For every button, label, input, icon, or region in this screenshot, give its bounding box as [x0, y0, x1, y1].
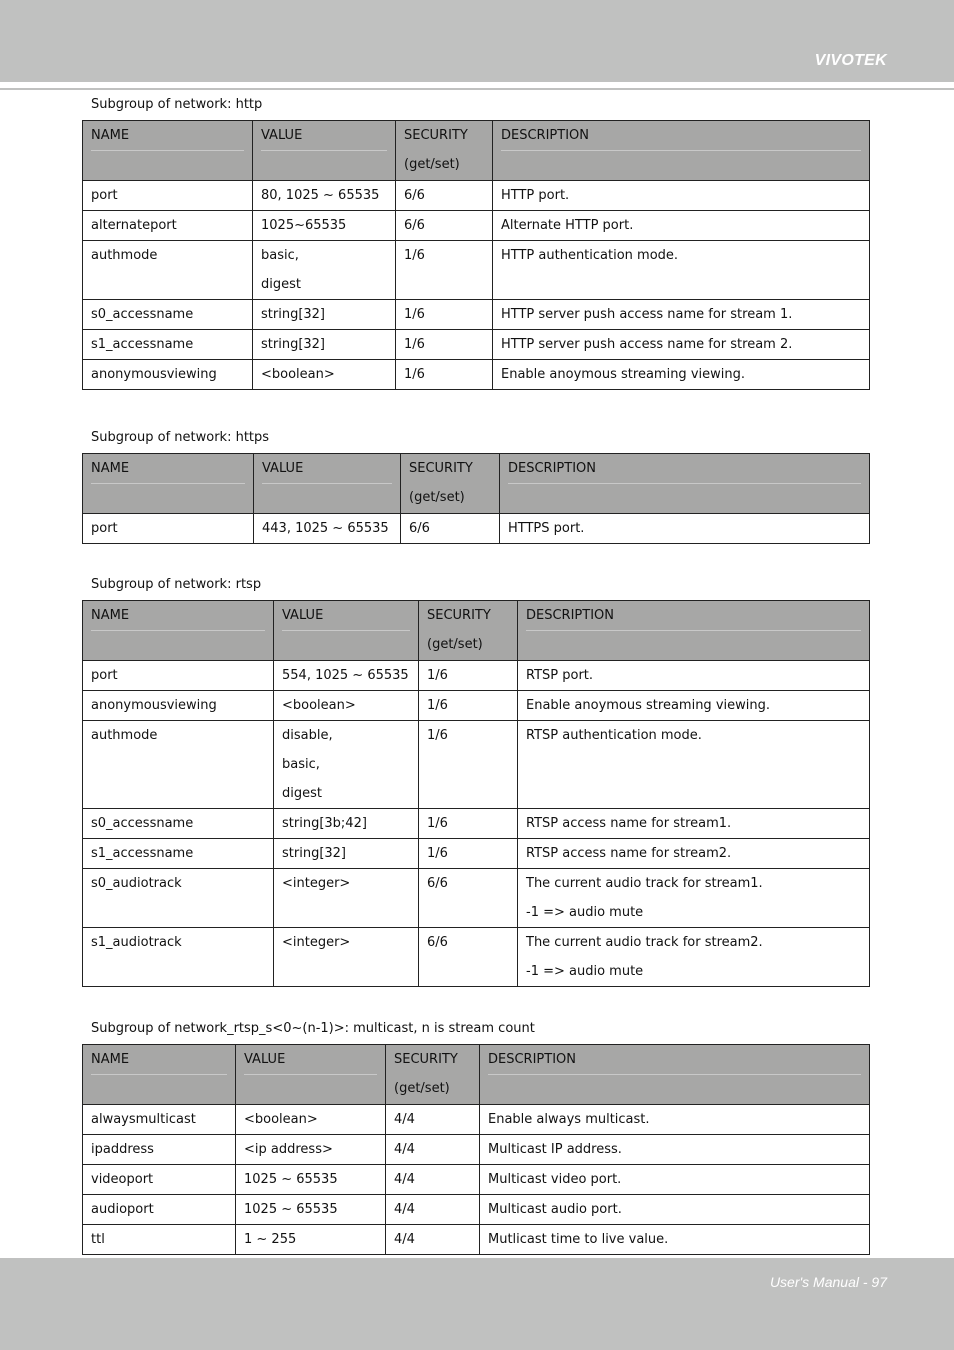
param-value-line: disable, — [282, 728, 333, 743]
param-value-line: <boolean> — [244, 1112, 318, 1127]
param-value-line: <ip address> — [244, 1142, 333, 1157]
param-value-line: 443, 1025 ~ 65535 — [262, 521, 389, 536]
table-row — [83, 691, 870, 721]
param-value-line: 1 ~ 255 — [244, 1232, 297, 1247]
param-value — [274, 721, 419, 809]
param-name: s1_accessname — [83, 330, 253, 360]
column-header-value-label: VALUE — [244, 1045, 377, 1075]
column-header-security-sublabel: (get/set) — [394, 1081, 450, 1096]
table-row — [83, 721, 870, 809]
param-name: authmode — [83, 241, 253, 300]
param-security: 1/6 — [419, 839, 518, 869]
table-network-rtsp — [82, 600, 870, 987]
param-value-line: <integer> — [282, 935, 351, 950]
param-security: 1/6 — [396, 330, 493, 360]
column-header-value — [254, 454, 401, 514]
param-description — [500, 514, 870, 544]
param-description-line: Enable always multicast. — [488, 1112, 650, 1127]
param-name: anonymousviewing — [83, 360, 253, 390]
column-header-description — [480, 1045, 870, 1105]
table-row — [83, 1165, 870, 1195]
param-description — [518, 661, 870, 691]
column-header-name — [83, 454, 254, 514]
param-description-line: Multicast video port. — [488, 1172, 622, 1187]
param-description — [493, 300, 870, 330]
param-value — [274, 869, 419, 928]
param-name: port — [83, 181, 253, 211]
param-description-line: HTTP server push access name for stream 1. — [501, 307, 793, 322]
param-description — [518, 928, 870, 987]
column-header-value-label: VALUE — [261, 121, 387, 151]
param-description — [493, 360, 870, 390]
table-row — [83, 1195, 870, 1225]
param-name: alternateport — [83, 211, 253, 241]
param-security: 1/6 — [419, 809, 518, 839]
param-security: 4/4 — [386, 1165, 480, 1195]
param-description — [480, 1135, 870, 1165]
param-security: 6/6 — [401, 514, 500, 544]
table-row — [83, 1105, 870, 1135]
param-security: 1/6 — [419, 691, 518, 721]
param-value-line: string[32] — [261, 337, 326, 352]
param-value — [253, 360, 396, 390]
param-description — [480, 1225, 870, 1255]
param-description-line: RTSP authentication mode. — [526, 728, 702, 743]
table-row — [83, 330, 870, 360]
table-row — [83, 514, 870, 544]
column-header-security — [401, 454, 500, 514]
param-description-line: -1 => audio mute — [526, 964, 644, 979]
column-header-name — [83, 1045, 236, 1105]
param-value-line: string[3b;42] — [282, 816, 367, 831]
column-header-name — [83, 121, 253, 181]
param-description-line: The current audio track for stream1. — [526, 876, 763, 891]
param-description-line: HTTP port. — [501, 188, 570, 203]
column-header-value — [236, 1045, 386, 1105]
column-header-description — [518, 601, 870, 661]
column-header-security-sublabel: (get/set) — [404, 157, 460, 172]
column-header-security-label: SECURITY — [409, 461, 473, 476]
table-row — [83, 928, 870, 987]
param-value — [236, 1165, 386, 1195]
param-value-line: <integer> — [282, 876, 351, 891]
param-value — [253, 330, 396, 360]
param-name: audioport — [83, 1195, 236, 1225]
param-name: s0_accessname — [83, 300, 253, 330]
param-value — [253, 241, 396, 300]
param-description-line: HTTPS port. — [508, 521, 585, 536]
param-value — [274, 661, 419, 691]
param-description-line: Enable anoymous streaming viewing. — [501, 367, 745, 382]
param-value — [254, 514, 401, 544]
table-row — [83, 869, 870, 928]
param-description-line: RTSP access name for stream1. — [526, 816, 732, 831]
table-row — [83, 1225, 870, 1255]
table-row — [83, 181, 870, 211]
table-row — [83, 661, 870, 691]
param-value — [274, 839, 419, 869]
param-value — [236, 1105, 386, 1135]
param-security: 1/6 — [396, 360, 493, 390]
param-description — [518, 839, 870, 869]
param-security: 4/4 — [386, 1225, 480, 1255]
column-header-security-sublabel: (get/set) — [409, 490, 465, 505]
param-name: anonymousviewing — [83, 691, 274, 721]
param-description-line: HTTP server push access name for stream 2. — [501, 337, 793, 352]
table-row — [83, 839, 870, 869]
param-name: ipaddress — [83, 1135, 236, 1165]
param-description — [493, 211, 870, 241]
param-value-line: 1025 ~ 65535 — [244, 1172, 338, 1187]
column-header-description-label: DESCRIPTION — [508, 454, 861, 484]
column-header-value-label: VALUE — [282, 601, 410, 631]
table-row — [83, 300, 870, 330]
table-network-http — [82, 120, 870, 390]
page-footer — [0, 1258, 954, 1350]
param-value — [236, 1195, 386, 1225]
page-number: User's Manual - 97 — [769, 1274, 887, 1290]
param-security: 1/6 — [396, 300, 493, 330]
brand-logo: VIVOTEK — [814, 52, 887, 69]
header-row — [83, 454, 870, 514]
param-value-line: <boolean> — [282, 698, 356, 713]
column-header-description-label: DESCRIPTION — [488, 1045, 861, 1075]
param-description — [493, 330, 870, 360]
param-value-line: string[32] — [261, 307, 326, 322]
column-header-name-label: NAME — [91, 1045, 227, 1075]
param-name: s0_audiotrack — [83, 869, 274, 928]
param-description-line: Enable anoymous streaming viewing. — [526, 698, 770, 713]
param-name: videoport — [83, 1165, 236, 1195]
table-row — [83, 360, 870, 390]
table-row — [83, 1135, 870, 1165]
param-name: port — [83, 661, 274, 691]
param-value-line: digest — [282, 786, 322, 801]
column-header-security — [419, 601, 518, 661]
param-value — [253, 300, 396, 330]
param-description-line: HTTP authentication mode. — [501, 248, 679, 263]
param-security: 6/6 — [419, 869, 518, 928]
param-value-line: string[32] — [282, 846, 347, 861]
param-name: authmode — [83, 721, 274, 809]
param-value — [236, 1135, 386, 1165]
param-value-line: 554, 1025 ~ 65535 — [282, 668, 409, 683]
table-row — [83, 241, 870, 300]
param-description-line: Mutlicast time to live value. — [488, 1232, 669, 1247]
param-name: port — [83, 514, 254, 544]
column-header-security — [386, 1045, 480, 1105]
param-name: s1_accessname — [83, 839, 274, 869]
page-header — [0, 0, 954, 82]
column-header-name-label: NAME — [91, 601, 265, 631]
param-security: 6/6 — [396, 181, 493, 211]
column-header-security-sublabel: (get/set) — [427, 637, 483, 652]
param-description — [480, 1105, 870, 1135]
param-description — [480, 1165, 870, 1195]
param-security: 6/6 — [396, 211, 493, 241]
param-description — [518, 809, 870, 839]
section-caption-https: Subgroup of network: https — [91, 430, 270, 445]
param-value — [274, 691, 419, 721]
column-header-security-label: SECURITY — [394, 1052, 458, 1067]
param-description-line: RTSP access name for stream2. — [526, 846, 732, 861]
param-description — [493, 241, 870, 300]
param-name: s0_accessname — [83, 809, 274, 839]
param-description-line: RTSP port. — [526, 668, 594, 683]
param-value-line: 1025~65535 — [261, 218, 347, 233]
param-value-line: basic, — [261, 248, 299, 263]
param-description — [493, 181, 870, 211]
param-value-line: <boolean> — [261, 367, 335, 382]
param-description-line: Multicast audio port. — [488, 1202, 622, 1217]
param-value-line: 80, 1025 ~ 65535 — [261, 188, 380, 203]
param-name: s1_audiotrack — [83, 928, 274, 987]
param-description-line: -1 => audio mute — [526, 905, 644, 920]
param-value-line: basic, — [282, 757, 320, 772]
param-value — [253, 211, 396, 241]
param-description — [480, 1195, 870, 1225]
section-caption-multicast: Subgroup of network_rtsp_s<0~(n-1)>: multicast, n is stream count — [91, 1021, 535, 1036]
param-description — [518, 869, 870, 928]
column-header-description — [493, 121, 870, 181]
param-description-line: The current audio track for stream2. — [526, 935, 763, 950]
param-value-line: digest — [261, 277, 301, 292]
column-header-description-label: DESCRIPTION — [526, 601, 861, 631]
column-header-security-label: SECURITY — [404, 128, 468, 143]
column-header-security — [396, 121, 493, 181]
param-security: 4/4 — [386, 1135, 480, 1165]
table-network-https — [82, 453, 870, 544]
param-security: 1/6 — [396, 241, 493, 300]
param-security: 1/6 — [419, 721, 518, 809]
section-caption-http: Subgroup of network: http — [91, 97, 263, 112]
table-row — [83, 211, 870, 241]
param-name: ttl — [83, 1225, 236, 1255]
param-description — [518, 721, 870, 809]
table-row — [83, 809, 870, 839]
column-header-name-label: NAME — [91, 454, 245, 484]
param-description-line: Alternate HTTP port. — [501, 218, 634, 233]
column-header-name — [83, 601, 274, 661]
column-header-value — [274, 601, 419, 661]
param-security: 4/4 — [386, 1105, 480, 1135]
param-value — [274, 928, 419, 987]
param-value — [253, 181, 396, 211]
header-divider — [0, 88, 954, 90]
column-header-value — [253, 121, 396, 181]
table-network-rtsp-multicast — [82, 1044, 870, 1255]
param-security: 1/6 — [419, 661, 518, 691]
header-row — [83, 601, 870, 661]
param-description — [518, 691, 870, 721]
param-value-line: 1025 ~ 65535 — [244, 1202, 338, 1217]
param-value — [236, 1225, 386, 1255]
param-value — [274, 809, 419, 839]
column-header-name-label: NAME — [91, 121, 244, 151]
header-row — [83, 1045, 870, 1105]
column-header-security-label: SECURITY — [427, 608, 491, 623]
param-security: 6/6 — [419, 928, 518, 987]
param-name: alwaysmulticast — [83, 1105, 236, 1135]
column-header-description-label: DESCRIPTION — [501, 121, 861, 151]
column-header-value-label: VALUE — [262, 454, 392, 484]
param-description-line: Multicast IP address. — [488, 1142, 622, 1157]
section-caption-rtsp: Subgroup of network: rtsp — [91, 577, 262, 592]
column-header-description — [500, 454, 870, 514]
param-security: 4/4 — [386, 1195, 480, 1225]
header-row — [83, 121, 870, 181]
